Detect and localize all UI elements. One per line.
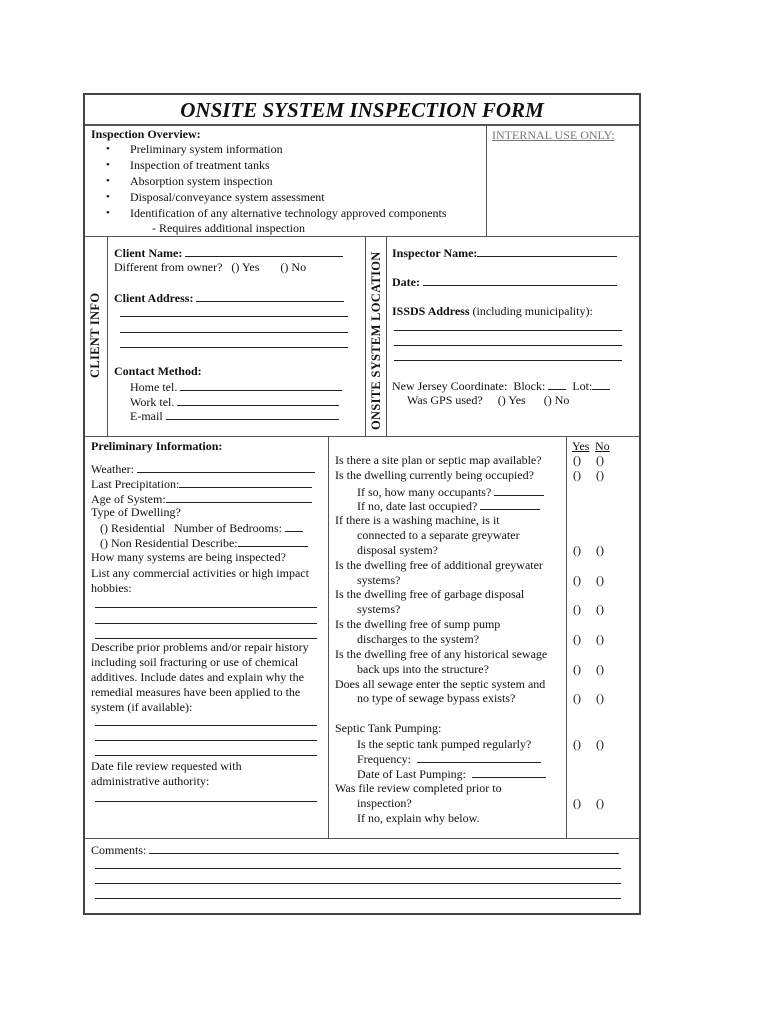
question-text: Is the dwelling free of sump pump — [335, 617, 501, 631]
issds-address-line[interactable] — [394, 334, 622, 346]
client-side-divider — [107, 236, 108, 436]
question-text: Is the dwelling free of additional greywater — [335, 558, 543, 572]
work-tel-label: Work tel. — [130, 395, 175, 409]
comments-field[interactable] — [149, 842, 619, 854]
no-option[interactable]: () — [596, 691, 604, 705]
different-owner-label: Different from owner? — [114, 260, 223, 274]
client-name-field[interactable] — [185, 245, 343, 257]
prelim-divider — [328, 436, 329, 838]
nj-coordinate-label: New Jersey Coordinate: — [392, 379, 508, 393]
block-label: Block: — [513, 379, 546, 393]
issds-address-line[interactable] — [394, 319, 622, 331]
form-title: ONSITE SYSTEM INSPECTION FORM — [180, 98, 544, 122]
question-text: disposal system? — [357, 543, 438, 557]
issds-address-line[interactable] — [394, 349, 622, 361]
gps-question: Was GPS used? — [407, 393, 483, 407]
lot-label: Lot: — [572, 379, 593, 393]
problems-text: including soil fracturing or use of chemical — [91, 655, 299, 669]
location-side-divider — [386, 236, 387, 436]
overview-item: Identification of any alternative technology approved components — [130, 206, 447, 220]
bullet-icon: • — [106, 207, 110, 219]
client-location-divider — [365, 236, 366, 436]
question-text: Was file review completed prior to — [335, 781, 502, 795]
no-option[interactable]: () — [596, 796, 604, 810]
question-text: Is the septic tank pumped regularly? — [357, 737, 532, 751]
septic-pumping-heading: Septic Tank Pumping: — [335, 721, 442, 735]
question-text: If there is a washing machine, is it — [335, 513, 500, 527]
question-text: Is there a site plan or septic map available? — [335, 453, 542, 467]
client-divider — [85, 436, 639, 437]
no-option[interactable]: () — [596, 662, 604, 676]
hobbies-line[interactable] — [95, 612, 317, 624]
owner-yes-option[interactable]: () Yes — [231, 260, 260, 274]
frequency-field[interactable] — [417, 751, 541, 763]
problems-text: Describe prior problems and/or repair history — [91, 640, 309, 654]
yes-option[interactable]: () — [573, 573, 581, 587]
client-address-label: Client Address: — [114, 291, 194, 305]
email-label: E-mail — [130, 409, 163, 423]
question-text: connected to a separate greywater — [357, 528, 520, 542]
date-field[interactable] — [423, 274, 617, 286]
no-header: No — [595, 439, 610, 453]
yes-header: Yes — [572, 439, 590, 453]
internal-use-label: INTERNAL USE ONLY: — [492, 128, 615, 142]
age-label: Age of System: — [91, 492, 166, 506]
comments-line[interactable] — [95, 872, 621, 884]
comments-label: Comments: — [91, 843, 147, 857]
file-review-label: Date file review requested with — [91, 759, 242, 773]
commercial-question: List any commercial activities or high impact — [91, 566, 309, 580]
yes-option[interactable]: () — [573, 468, 581, 482]
question-text: Does all sewage enter the septic system and — [335, 677, 546, 691]
bullet-icon: • — [106, 159, 110, 171]
comments-divider — [85, 838, 639, 839]
question-text: no type of sewage bypass exists? — [357, 691, 516, 705]
question-text: discharges to the system? — [357, 632, 480, 646]
overview-divider — [85, 236, 639, 237]
gps-no-option[interactable]: () No — [543, 393, 570, 407]
comments-line[interactable] — [95, 887, 621, 899]
bedrooms-field[interactable] — [285, 520, 303, 532]
hobbies-line[interactable] — [95, 596, 317, 608]
no-option[interactable]: () — [596, 468, 604, 482]
overview-item: Inspection of treatment tanks — [130, 158, 270, 172]
file-review-date-field[interactable] — [95, 790, 317, 802]
lot-field[interactable] — [592, 378, 610, 390]
occupants-field[interactable] — [494, 484, 544, 496]
client-name-label: Client Name: — [114, 246, 183, 260]
age-field[interactable] — [166, 491, 312, 503]
question-text: If no, explain why below. — [357, 811, 480, 825]
client-address-line[interactable] — [120, 321, 348, 333]
yes-option[interactable]: () — [573, 602, 581, 616]
weather-label: Weather: — [91, 462, 135, 476]
date-label: Date: — [392, 275, 420, 289]
no-option[interactable]: () — [596, 737, 604, 751]
non-residential-field[interactable] — [238, 535, 308, 547]
overview-sub-note: - Requires additional inspection — [152, 221, 305, 235]
overview-heading: Inspection Overview: — [91, 127, 201, 141]
owner-no-option[interactable]: () No — [280, 260, 307, 274]
problems-text: additives. Include dates and explain why the — [91, 670, 304, 684]
systems-question: How many systems are being inspected? — [91, 550, 286, 564]
client-info-label: CLIENT INFO — [88, 292, 102, 378]
yes-option[interactable]: () — [573, 632, 581, 646]
contact-method-label: Contact Method: — [114, 364, 202, 378]
yes-option[interactable]: () — [573, 737, 581, 751]
question-text: back ups into the structure? — [357, 662, 489, 676]
no-option[interactable]: () — [596, 632, 604, 646]
non-residential-option[interactable]: () Non Residential Describe: — [100, 536, 238, 550]
commercial-question-cont: hobbies: — [91, 581, 132, 595]
client-address-field[interactable] — [196, 290, 344, 302]
question-text: If no, date last occupied? — [357, 499, 478, 513]
yes-option[interactable]: () — [573, 543, 581, 557]
last-pumping-field[interactable] — [472, 766, 546, 778]
problems-text: system (if available): — [91, 700, 193, 714]
bullet-icon: • — [106, 143, 110, 155]
problems-text: remedial measures have been applied to the — [91, 685, 301, 699]
block-field[interactable] — [548, 378, 566, 390]
issds-address-note: (including municipality): — [472, 304, 593, 318]
question-text: Is the dwelling free of garbage disposal — [335, 587, 525, 601]
no-option[interactable]: () — [596, 573, 604, 587]
question-text: Is the dwelling free of any historical sewage — [335, 647, 548, 661]
work-tel-field[interactable] — [177, 394, 339, 406]
problems-line[interactable] — [95, 744, 317, 756]
question-text: Frequency: — [357, 752, 411, 766]
client-address-line[interactable] — [120, 305, 348, 317]
overview-item: Preliminary system information — [130, 142, 283, 156]
yes-option[interactable]: () — [573, 662, 581, 676]
no-option[interactable]: () — [596, 453, 604, 467]
yes-option[interactable]: () — [573, 453, 581, 467]
question-text: systems? — [357, 573, 401, 587]
file-review-label-cont: administrative authority: — [91, 774, 210, 788]
preliminary-heading: Preliminary Information: — [91, 439, 223, 453]
no-option[interactable]: () — [596, 602, 604, 616]
home-tel-label: Home tel. — [130, 380, 178, 394]
question-text: If so, how many occupants? — [357, 485, 492, 499]
bedrooms-label: Number of Bedrooms: — [173, 521, 282, 535]
question-text: Is the dwelling currently being occupied? — [335, 468, 534, 482]
inspector-name-field[interactable] — [477, 245, 617, 257]
weather-field[interactable] — [137, 461, 315, 473]
yes-option[interactable]: () — [573, 691, 581, 705]
inspector-name-label: Inspector Name: — [392, 246, 478, 260]
overview-item: Disposal/conveyance system assessment — [130, 190, 325, 204]
problems-line[interactable] — [95, 714, 317, 726]
client-address-line[interactable] — [120, 336, 348, 348]
location-label: ONSITE SYSTEM LOCATION — [369, 251, 383, 430]
yes-no-divider — [566, 436, 567, 838]
problems-line[interactable] — [95, 729, 317, 741]
question-text: systems? — [357, 602, 401, 616]
email-field[interactable] — [166, 408, 339, 420]
date-occupied-field[interactable] — [480, 498, 540, 510]
comments-line[interactable] — [95, 857, 621, 869]
hobbies-line[interactable] — [95, 627, 317, 639]
residential-option[interactable]: () Residential — [100, 521, 165, 535]
overview-item: Absorption system inspection — [130, 174, 273, 188]
home-tel-field[interactable] — [180, 379, 342, 391]
precipitation-field[interactable] — [179, 476, 312, 488]
question-text: Date of Last Pumping: — [357, 767, 466, 781]
dwelling-type-label: Type of Dwelling? — [91, 505, 181, 519]
question-text: inspection? — [357, 796, 412, 810]
gps-yes-option[interactable]: () Yes — [497, 393, 526, 407]
no-option[interactable]: () — [596, 543, 604, 557]
bullet-icon: • — [106, 191, 110, 203]
title-divider — [85, 124, 639, 126]
bullet-icon: • — [106, 175, 110, 187]
internal-divider — [486, 126, 487, 236]
issds-address-label: ISSDS Address — [392, 304, 470, 318]
yes-option[interactable]: () — [573, 796, 581, 810]
precipitation-label: Last Precipitation: — [91, 477, 180, 491]
